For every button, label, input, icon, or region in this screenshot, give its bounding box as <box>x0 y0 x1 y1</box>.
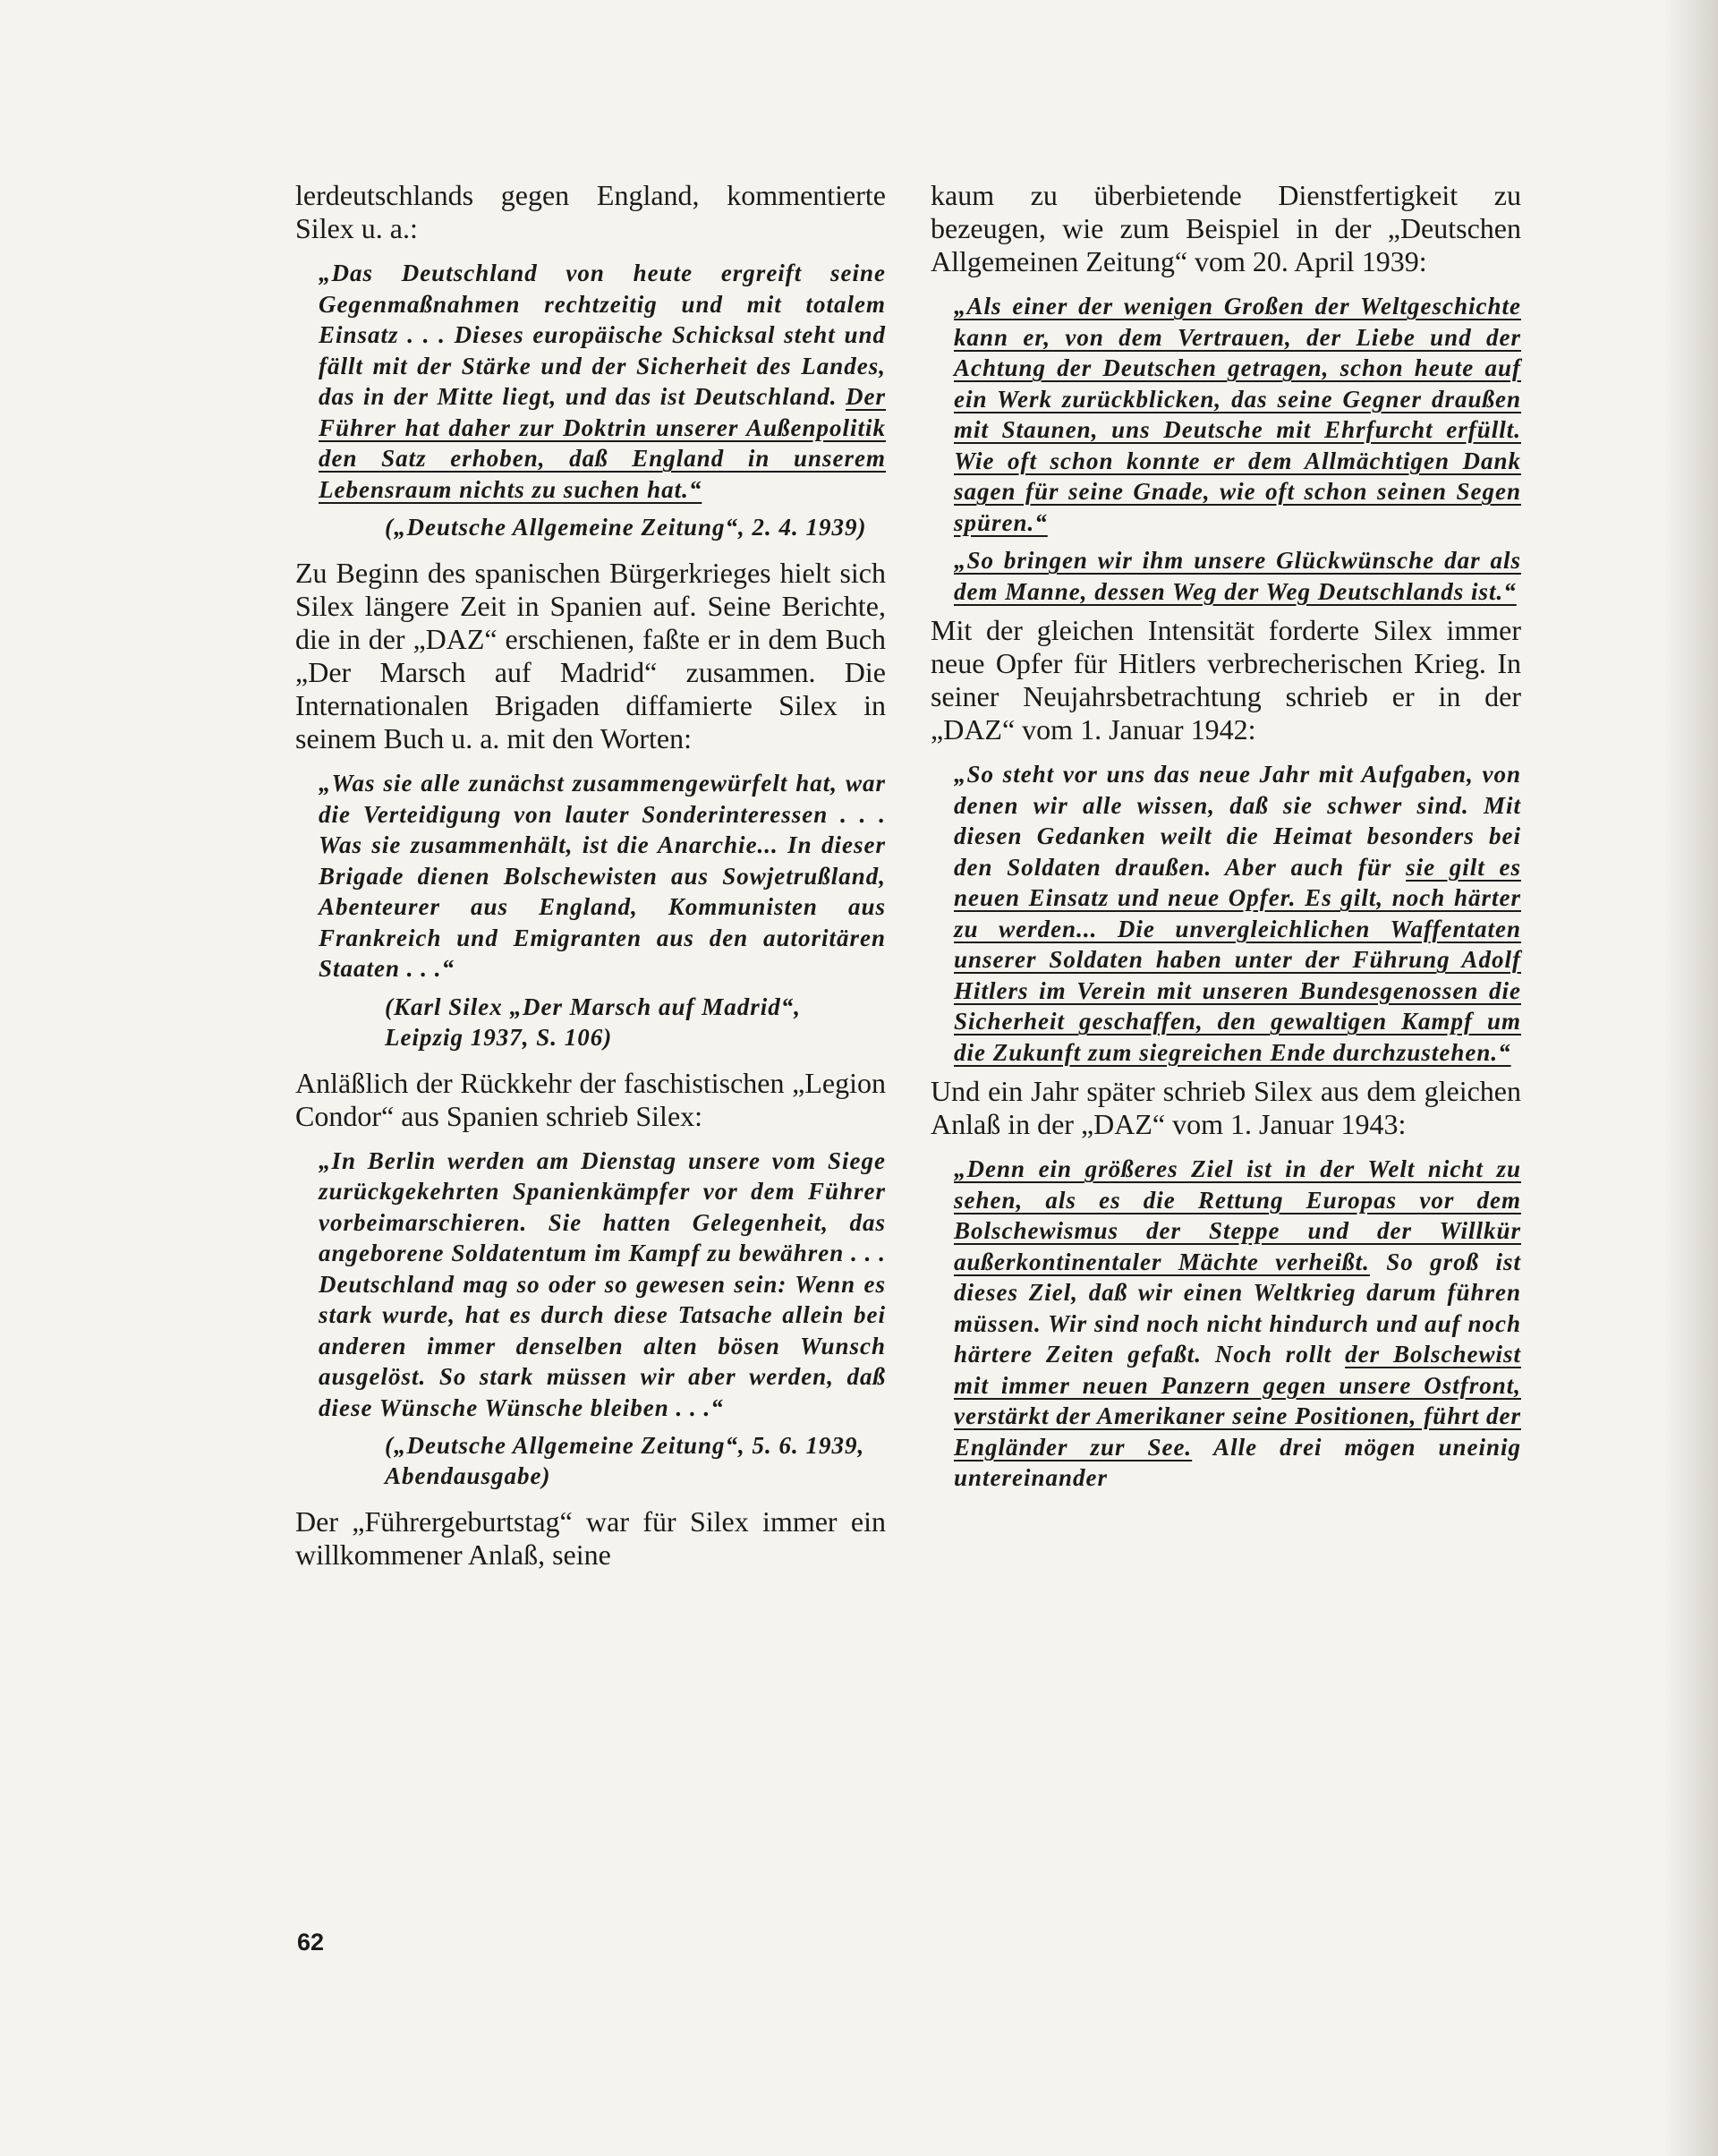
quotation <box>954 759 1521 1068</box>
underlined-quote-text: „So bringen wir ihm unsere Glückwünsche dar als dem Manne, dessen Weg der Weg Deutschlands ist.“ <box>954 547 1521 605</box>
quotation <box>954 291 1521 538</box>
left-column <box>295 179 886 1584</box>
body-paragraph: kaum zu überbietende Dienstfertigkeit zu bezeugen, wie zum Beispiel in der „Deutschen Allgemeinen Zeitung“ vom 20. April 1939: <box>931 179 1521 277</box>
citation-source: („Deutsche Allgemeine Zeitung“, 2. 4. 1939) <box>385 514 867 541</box>
right-column <box>931 179 1521 1501</box>
page-number: 62 <box>297 1929 325 1956</box>
citation-source: („Deutsche Allgemeine Zeitung“, 5. 6. 1939, Abendausgabe) <box>385 1432 865 1489</box>
quote-text: „Das Deutschland von heute ergreift seine Gegenmaßnahmen rechtzeitig und mit totalem Einsatz . . . Dieses europäische Schicksal steht und fällt mit der Stärke und der Sicherheit des Landes, das in der Mitte liegt, und das ist Deutschland. <box>319 260 886 410</box>
quote-text: So groß ist dieses Ziel, daß wir einen Weltkrieg darum führen müssen. Wir sind noch nicht hindurch und auf noch härtere Zeiten gefaßt. Noch rollt <box>954 1248 1521 1368</box>
quotation <box>319 258 886 505</box>
underlined-quote-text: sie gilt es neuen Einsatz und neue Opfer. Es gilt, noch härter zu werden... Die unvergleichlichen Waffentaten unserer Soldaten haben unter der Führung Adolf Hitlers im Verein mit unseren Bundesgenossen die Sicherheit geschaffen, den gewaltigen Kampf um die Zukunft zum siegreichen Ende durchzustehen.“ <box>954 853 1521 1066</box>
body-paragraph: Mit der gleichen Intensität forderte Silex immer neue Opfer für Hitlers verbrecherischen Krieg. In seiner Neujahrsbetrachtung schrieb er in der „DAZ“ vom 1. Januar 1942: <box>931 614 1521 746</box>
underlined-quote-text: „Als einer der wenigen Großen der Weltgeschichte kann er, von dem Vertrauen, der Liebe und der Achtung der Deutschen getragen, schon heute auf ein Werk zurückblicken, das seine Gegner draußen mit Staunen, uns Deutsche mit Ehrfurcht erfüllt. Wie oft schon konnte er dem Allmächtigen Dank sagen für seine Gnade, wie oft schon seinen Segen spüren.“ <box>954 293 1521 536</box>
underlined-quote-text: Der Führer hat daher zur Doktrin unserer Außenpolitik den Satz erhoben, daß England in unserem Lebensraum nichts zu suchen hat.“ <box>319 383 886 503</box>
body-paragraph: Und ein Jahr später schrieb Silex aus dem gleichen Anlaß in der „DAZ“ vom 1. Januar 1943: <box>931 1075 1521 1140</box>
underlined-quote-text: „Denn ein größeres Ziel ist in der Welt nicht zu sehen, als es die Rettung Europas vor dem Bolschewismus der Steppe und der Willkür außerkontinentaler Mächte verheißt. <box>954 1155 1521 1275</box>
quotation: „Was sie alle zunächst zusammengewürfelt hat, war die Verteidigung von lauter Sonderinteressen . . . Was sie zusammenhält, ist die Anarchie... In dieser Brigade dienen Bolschewisten aus Sowjetrußland, Abenteurer aus England, Kommunisten aus Frankreich und Emigranten aus den autoritären Staaten . . .“ <box>319 770 886 982</box>
underlined-quote-text: der Bolschewist mit immer neuen Panzern gegen unsere Ostfront, verstärkt der Amerikaner seine Positionen, führt der Engländer zur See. <box>954 1341 1521 1461</box>
quotation <box>954 1154 1521 1494</box>
citation-source: (Karl Silex „Der Marsch auf Madrid“, Leipzig 1937, S. 106) <box>385 993 802 1051</box>
quote-text: Alle drei mögen uneinig untereinander <box>954 1433 1521 1491</box>
body-paragraph: Der „Führergeburtstag“ war für Silex immer ein willkommener Anlaß, seine <box>295 1505 886 1571</box>
body-paragraph: Anläßlich der Rückkehr der faschistischen „Legion Condor“ aus Spanien schrieb Silex: <box>295 1066 886 1132</box>
page-edge-shadow <box>1664 0 1718 2156</box>
quotation: „In Berlin werden am Dienstag unsere vom Siege zurückgekehrten Spanienkämpfer vor dem Führer vorbeimarschieren. Sie hatten Gelegenheit, das angeborene Soldatentum im Kampf zu bewähren . . . Deutschland mag so oder so gewesen sein: Wenn es stark wurde, hat es durch diese Tatsache allein bei anderen immer denselben alten bösen Wunsch ausgelöst. So stark müssen wir aber werden, daß diese Wünsche Wünsche bleiben . . .“ <box>319 1146 886 1421</box>
body-paragraph: Zu Beginn des spanischen Bürgerkrieges hielt sich Silex längere Zeit in Spanien auf. Seine Berichte, die in der „DAZ“ erschienen, faßte er in dem Buch „Der Marsch auf Madrid“ zusammen. Die Internationalen Brigaden diffamierte Silex in seinem Buch u. a. mit den Worten: <box>295 557 886 754</box>
body-paragraph: lerdeutschlands gegen England, kommentierte Silex u. a.: <box>295 179 886 244</box>
quote-text: „So steht vor uns das neue Jahr mit Aufgaben, von denen wir alle wissen, daß sie schwer sind. Mit diesen Gedanken weilt die Heimat besonders bei den Soldaten draußen. Aber auch für <box>954 761 1521 881</box>
quotation <box>954 545 1521 607</box>
